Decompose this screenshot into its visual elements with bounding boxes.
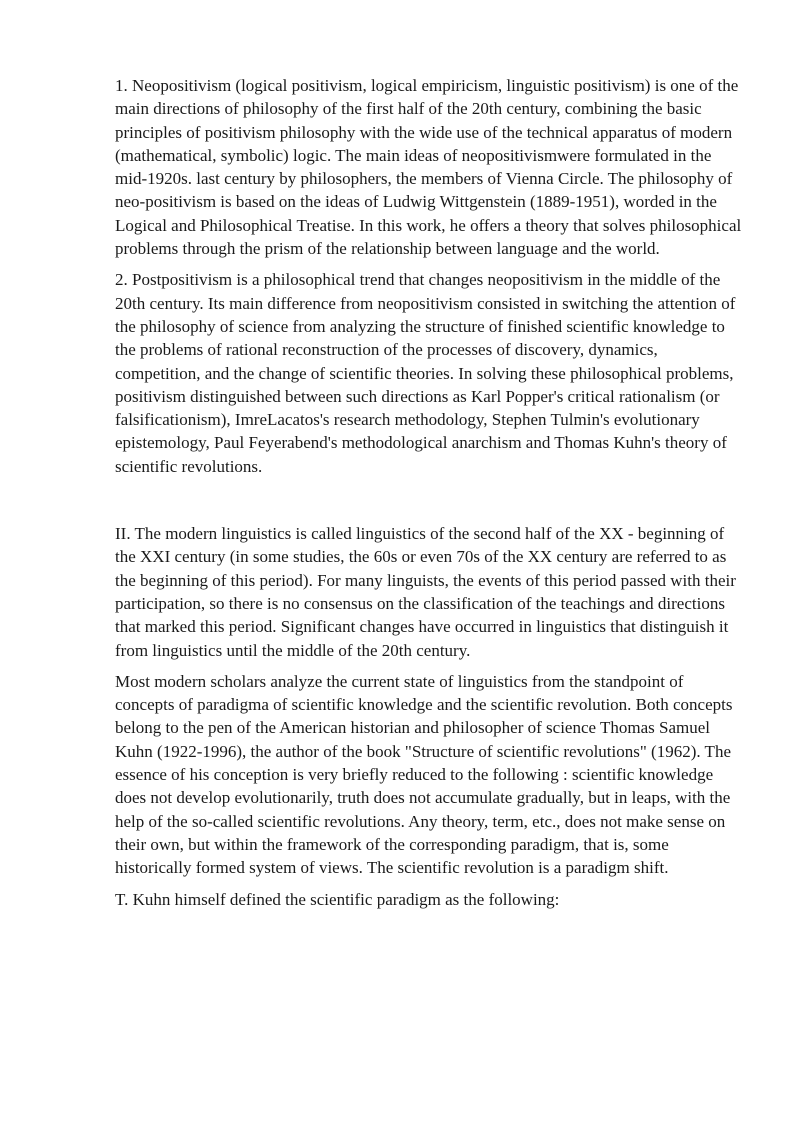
paragraph-modern-linguistics: II. The modern linguistics is called linguistics of the second half of the XX - beginning of the XXI century (in some studies, the 60s or even 70s of the XX century are referred to as the beginning of this period). For many linguists, the events of this period passed with their participation, so there is no consensus on the classification of the teachings and directions that marked this period. Significant changes have occurred in linguistics that distinguish it from linguistics until the middle of the 20th century.	[115, 524, 736, 660]
paragraph-postpositivism: 2. Postpositivism is a philosophical trend that changes neopositivism in the middle of the 20th century. Its main difference from neopositivism consisted in switching the attention of the philosophy of science from analyzing the structure of finished scientific knowledge to the problems of rational reconstruction of the processes of discovery, dynamics, competition, and the change of scientific theories. In solving these philosophical problems, positivism distinguished between such directions as Karl Popper's critical rationalism (or falsificationism), ImreLacatos's research methodology, Stephen Tulmin's evolutionary epistemology, Paul Feyerabend's methodological anarchism and Thomas Kuhn's theory of scientific revolutions.	[115, 270, 736, 476]
paragraph-kuhn-paradigm: Most modern scholars analyze the current state of linguistics from the standpoint of concepts of paradigma of scientific knowledge and the scientific revolution. Both concepts belong to the pen of the American historian and philosopher of science Thomas Samuel Kuhn (1922-1996), the author of the book "Structure of scientific revolutions" (1962). The essence of his conception is very briefly reduced to the following : scientific knowledge does not develop evolutionarily, truth does not accumulate gradually, but in leaps, with the help of the so-called scientific revolutions. Any theory, term, etc., does not make sense on their own, but within the framework of the corresponding paradigm, that is, some historically formed system of views. The scientific revolution is a paradigm shift.	[115, 671, 733, 878]
paragraph-kuhn-definition-intro: T. Kuhn himself defined the scientific paradigm as the following:	[115, 889, 560, 909]
paragraph-neopositivism: 1. Neopositivism (logical positivism, logical empiricism, linguistic positivism) is one of the main directions of philosophy of the first half of the 20th century, combining the basic principles of positivism philosophy with the wide use of the technical apparatus of modern (mathematical, symbolic) logic. The main ideas of neopositivismwere formulated in the mid-1920s. last century by philosophers, the members of Vienna Circle. The philosophy of neo-positivism is based on the ideas of Ludwig Wittgenstein (1889-1951), worded in the Logical and Philosophical Treatise. In this work, he offers a theory that solves philosophical problems through the prism of the relationship between language and the world.	[115, 76, 742, 259]
document-page	[115, 74, 745, 919]
